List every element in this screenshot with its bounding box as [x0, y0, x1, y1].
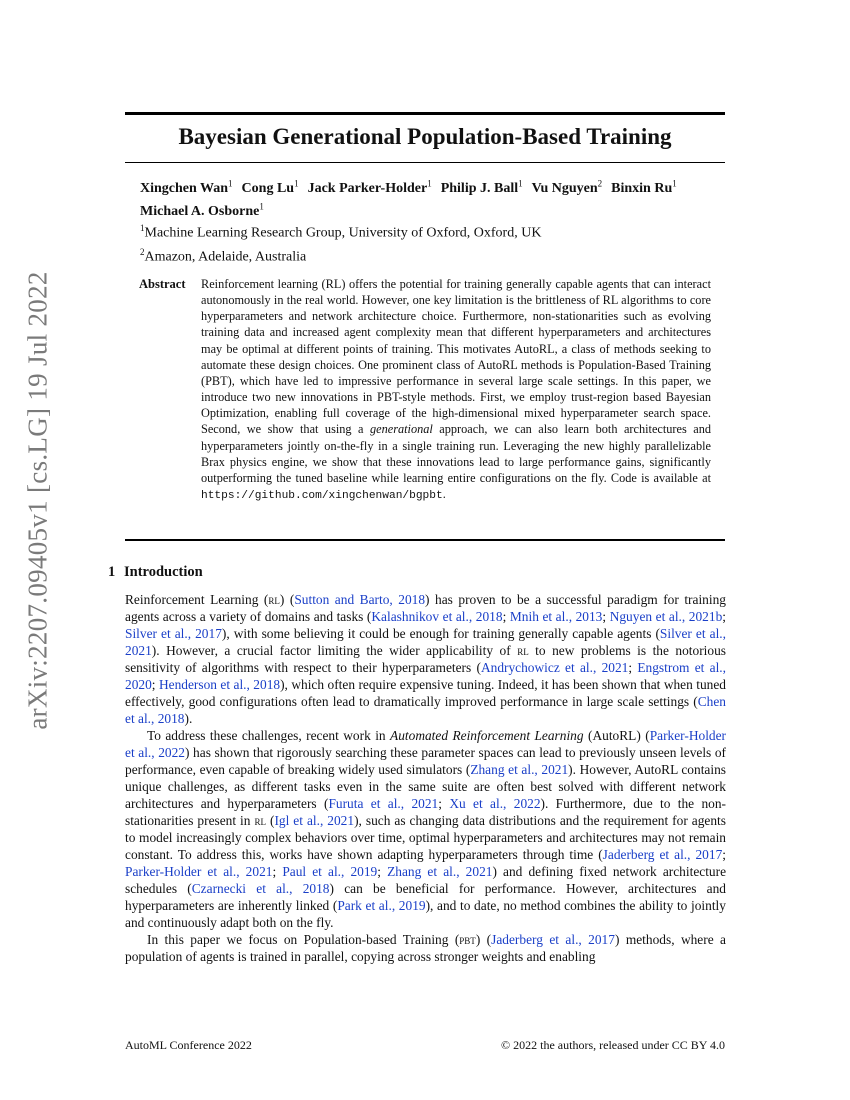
citation-link[interactable]: Sutton and Barto, 2018 — [294, 592, 426, 607]
acronym: rl — [517, 643, 529, 658]
citation-link[interactable]: Zhang et al., 2021 — [387, 864, 493, 879]
text-run: ) ( — [279, 592, 295, 607]
author — [140, 201, 264, 220]
author-affiliation-mark: 2 — [597, 178, 603, 188]
intro-paragraph-2 — [125, 727, 726, 931]
text-run: ). However, a crucial factor limiting the wider applicability of — [151, 643, 518, 658]
author-affiliation-mark: 1 — [518, 178, 523, 188]
text-run: to new problems is the notorious sensitivity of algorithms with respect to their hyperparameters ( — [125, 643, 727, 675]
text-run: ; — [377, 864, 388, 879]
text-run: ), with some believing it could be enough for training generally capable agents ( — [221, 626, 660, 641]
author — [307, 178, 432, 196]
text-run: (AutoRL) ( — [583, 728, 650, 743]
citation-link[interactable]: Paul et al., 2019 — [282, 864, 378, 879]
affiliation-list — [140, 219, 720, 266]
affiliation-number: 2 — [140, 246, 145, 257]
author-name: Binxin Ru — [611, 180, 673, 196]
author — [241, 178, 299, 196]
text-run: ). Furthermore, due to the non-stationarities present in — [125, 796, 726, 828]
author-affiliation-mark: 1 — [228, 178, 233, 188]
text-run: Reinforcement Learning ( — [125, 592, 269, 607]
author — [440, 178, 523, 196]
text-run: ; — [722, 847, 726, 862]
citation-link[interactable]: Andrychowicz et al., 2021 — [480, 660, 629, 675]
section-heading-introduction — [108, 564, 203, 581]
affiliation-text: Amazon, Adelaide, Australia — [144, 249, 307, 265]
text-run: ) has shown that rigorously searching these parameter spaces can lead to previously unseen levels of performance, even capable of breaking widely used simulators ( — [125, 745, 727, 777]
abstract-text-end: . — [442, 487, 446, 502]
citation-link[interactable]: Igl et al., 2021 — [274, 813, 355, 828]
author-affiliation-mark: 1 — [427, 178, 432, 188]
arxiv-identifier: arXiv:2207.09405v1 [cs.LG] 19 Jul 2022 — [22, 270, 53, 730]
author-name: Vu Nguyen — [531, 180, 598, 196]
citation-link[interactable]: Jaderberg et al., 2017 — [602, 847, 723, 862]
text-run: ; — [502, 609, 510, 624]
citation-link[interactable]: Jaderberg et al., 2017 — [491, 932, 615, 947]
acronym: rl — [268, 592, 280, 607]
citation-link[interactable]: Parker-Holder et al., 2022 — [125, 728, 727, 760]
citation-link[interactable]: Furuta et al., 2021 — [328, 796, 439, 811]
abstract-emphasis: generational — [369, 422, 433, 437]
text-run: ; — [151, 677, 159, 692]
author — [140, 178, 233, 196]
citation-link[interactable]: Silver et al., 2017 — [125, 626, 222, 641]
text-run: ). — [184, 711, 193, 726]
author-name: Philip J. Ball — [440, 180, 519, 196]
affiliation — [140, 243, 720, 267]
title-top-rule — [125, 112, 725, 115]
text-run: ; — [628, 660, 638, 675]
intro-paragraph-3 — [125, 931, 726, 965]
citation-link[interactable]: Mnih et al., 2013 — [509, 609, 603, 624]
author-name: Xingchen Wan — [140, 180, 229, 196]
citation-link[interactable]: Nguyen et al., 2021b — [609, 609, 723, 624]
author-name: Michael A. Osborne — [140, 204, 260, 220]
acronym: pbt — [459, 932, 476, 947]
affiliation-text: Machine Learning Research Group, University of Oxford, Oxford, UK — [144, 225, 542, 241]
citation-link[interactable]: Czarnecki et al., 2018 — [191, 881, 330, 896]
author-list — [140, 174, 720, 221]
citation-link[interactable]: Chen et al., 2018 — [125, 694, 726, 726]
text-run: ; — [272, 864, 283, 879]
text-run: ) ( — [475, 932, 492, 947]
introduction-body — [125, 591, 726, 965]
section-number: 1 — [108, 564, 116, 580]
citation-link[interactable]: Parker-Holder et al., 2021 — [125, 864, 273, 879]
author-affiliation-mark: 1 — [294, 178, 299, 188]
abstract — [139, 276, 711, 504]
abstract-text-2: approach, we can also learn both architectures and hyperparameters jointly on-the-fly in a single training run. Leveraging the new highly parallelizable Brax physics engine, we show that these innovations lead to large performance gains, significantly outperforming the tuned baseline while learning entire configurations on the fly. Code is available at — [201, 422, 711, 485]
text-run: ) and defining fixed network architecture schedules ( — [125, 864, 727, 896]
text-run: ; — [438, 796, 450, 811]
author — [611, 178, 677, 196]
text-run: ) methods, where a population of agents is trained in parallel, copying across stronger weights and enabling — [125, 932, 726, 964]
text-run: ) can be beneficial for performance. However, architectures and hyperparameters are inherently linked ( — [125, 881, 727, 913]
footer-conference: AutoML Conference 2022 — [125, 1038, 252, 1052]
text-run: ), such as changing data distributions and the requirement for agents to model increasingly complex behaviors over time, optimal hyperparameters and architectures may not remain constant. To address this, works have shown adapting hyperparameters through time ( — [125, 813, 726, 862]
citation-link[interactable]: Engstrom et al., 2020 — [125, 660, 726, 692]
citation-link[interactable]: Park et al., 2019 — [337, 898, 426, 913]
text-run: ), which often require expensive tuning. Indeed, it has been shown that when tuned effectively, good configurations often lead to dramatically improved performance in large scale settings ( — [125, 677, 727, 709]
author-name: Jack Parker-Holder — [307, 180, 428, 196]
abstract-body — [201, 276, 711, 504]
text-run: To address these challenges, recent work in — [147, 728, 391, 743]
author-affiliation-mark: 1 — [672, 178, 677, 188]
author-name: Cong Lu — [241, 180, 295, 196]
text-run: ). However, AutoRL contains unique challenges, as different tasks even in the same suite are often best solved with different network architectures and hyperparameters ( — [125, 762, 726, 811]
emphasis: Automated Reinforcement Learning — [390, 728, 584, 743]
citation-link[interactable]: Zhang et al., 2021 — [470, 762, 569, 777]
text-run: ; — [602, 609, 610, 624]
code-url-link[interactable]: https://github.com/xingchenwan/bgpbt — [201, 490, 443, 503]
citation-link[interactable]: Kalashnikov et al., 2018 — [371, 609, 503, 624]
affiliation — [140, 219, 720, 243]
arxiv-sidebar — [12, 270, 64, 730]
section-title: Introduction — [124, 564, 203, 580]
text-run: In this paper we focus on Population-based Training ( — [147, 932, 460, 947]
text-run: ; — [722, 609, 727, 624]
author — [531, 178, 603, 196]
abstract-text-1: Reinforcement learning (RL) offers the potential for training generally capable agents that can interact autonomously in the real world. However, one key limitation is the brittleness of RL algorithms to core hyperparameters and network architecture choice. Furthermore, non-stationarities such as evolving training data and increased agent complexity mean that different hyperparameters and architectures may be optimal at different points of training. This motivates AutoRL, a class of methods seeking to automate these design choices. One prominent class of AutoRL methods is Population-Based Training (PBT), which have led to impressive performance in several large scale settings. In this paper, we introduce two new innovations in PBT-style methods. First, we employ trust-region based Bayesian Optimization, enabling full coverage of the high-dimensional mixed hyperparameter search space. Second, we show that using a — [201, 277, 711, 437]
abstract-label: Abstract — [139, 277, 186, 291]
author-affiliation-mark: 1 — [259, 201, 264, 212]
abstract-bottom-rule — [125, 539, 725, 541]
text-run: ) has proven to be a successful paradigm for training agents across a variety of domains and tasks ( — [125, 592, 726, 624]
intro-paragraph-1 — [125, 591, 726, 727]
title-bottom-rule — [125, 162, 725, 163]
citation-link[interactable]: Henderson et al., 2018 — [158, 677, 281, 692]
paper-title: Bayesian Generational Population-Based Training — [178, 124, 672, 149]
affiliation-number: 1 — [140, 223, 145, 233]
citation-link[interactable]: Xu et al., 2022 — [449, 796, 541, 811]
page-footer — [125, 1038, 725, 1053]
footer-license: © 2022 the authors, released under CC BY 4.0 — [501, 1038, 725, 1052]
acronym: rl — [254, 813, 266, 828]
citation-link[interactable]: Silver et al., 2021 — [125, 626, 726, 658]
text-run: ( — [265, 813, 275, 828]
text-run: ), and to date, no method combines the ability to jointly and continuously adapt both on the fly. — [125, 898, 726, 930]
